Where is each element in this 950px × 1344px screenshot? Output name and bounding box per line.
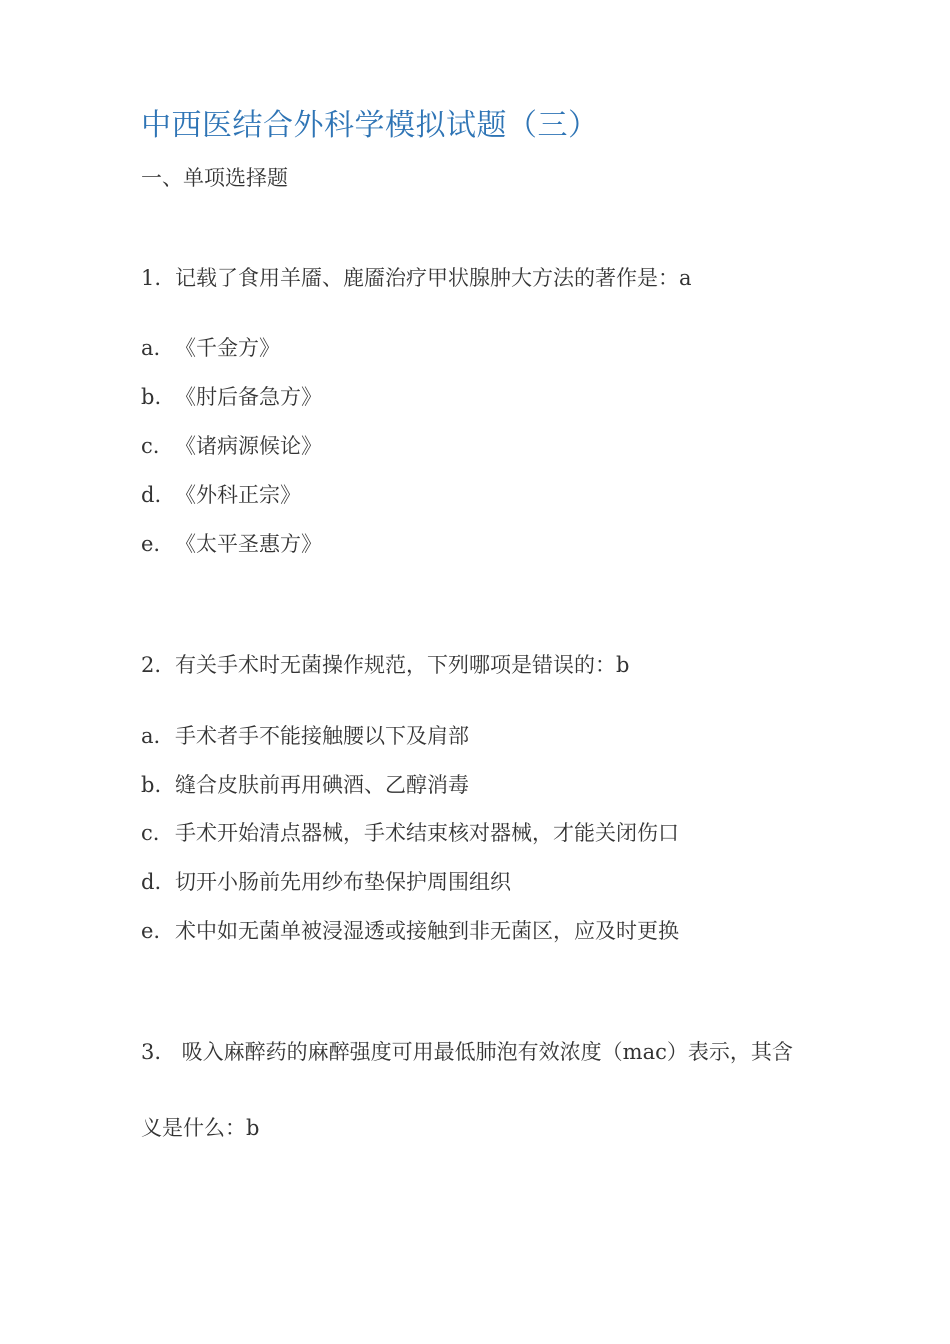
option-text: 缝合皮肤前再用碘酒、乙醇消毒	[175, 773, 469, 797]
question-number: 2.	[141, 653, 162, 677]
question-3	[141, 1040, 796, 1064]
option-text: 手术开始清点器械，手术结束核对器械，才能关闭伤口	[175, 821, 679, 845]
option-text: 《诸病源候论》	[175, 434, 322, 458]
option-text: 术中如无菌单被浸湿透或接触到非无菌区，应及时更换	[175, 919, 679, 943]
question-text: 记载了食用羊靥、鹿靥治疗甲状腺肿大方法的著作是：a	[175, 266, 692, 290]
question-number: 1.	[141, 266, 162, 290]
option-letter: c.	[141, 821, 160, 845]
question-text: 吸入麻醉药的麻醉强度可用最低肺泡有效浓度（mac）表示，其含	[175, 1040, 793, 1064]
document-title: 中西医结合外科学模拟试题（三）	[141, 108, 599, 143]
option-letter: b.	[141, 385, 162, 409]
option-text: 手术者手不能接触腰以下及肩部	[175, 724, 469, 748]
option-2a	[141, 723, 469, 749]
option-letter: a.	[141, 724, 161, 748]
option-letter: c.	[141, 434, 160, 458]
option-1d	[141, 482, 301, 508]
option-1e	[141, 531, 322, 557]
option-letter: e.	[141, 532, 161, 556]
option-1b	[141, 384, 322, 410]
section-heading: 一、单项选择题	[141, 166, 288, 190]
option-2b	[141, 772, 469, 798]
option-text: 《太平圣惠方》	[175, 532, 322, 556]
option-text: 《千金方》	[175, 336, 280, 360]
option-1a	[141, 335, 280, 361]
option-letter: d.	[141, 870, 162, 894]
option-1c	[141, 433, 322, 459]
option-letter: b.	[141, 773, 162, 797]
option-text: 切开小肠前先用纱布垫保护周围组织	[175, 870, 511, 894]
option-text: 《外科正宗》	[175, 483, 301, 507]
option-letter: a.	[141, 336, 161, 360]
option-2e	[141, 918, 679, 944]
question-1	[141, 265, 692, 291]
question-3-continued: 义是什么：b	[141, 1116, 260, 1140]
option-2c	[141, 820, 679, 846]
option-text: 《肘后备急方》	[175, 385, 322, 409]
option-letter: e.	[141, 919, 161, 943]
question-2	[141, 652, 629, 678]
option-2d	[141, 869, 511, 895]
question-text: 有关手术时无菌操作规范，下列哪项是错误的：b	[175, 653, 630, 677]
question-number: 3.	[141, 1040, 162, 1064]
option-letter: d.	[141, 483, 162, 507]
